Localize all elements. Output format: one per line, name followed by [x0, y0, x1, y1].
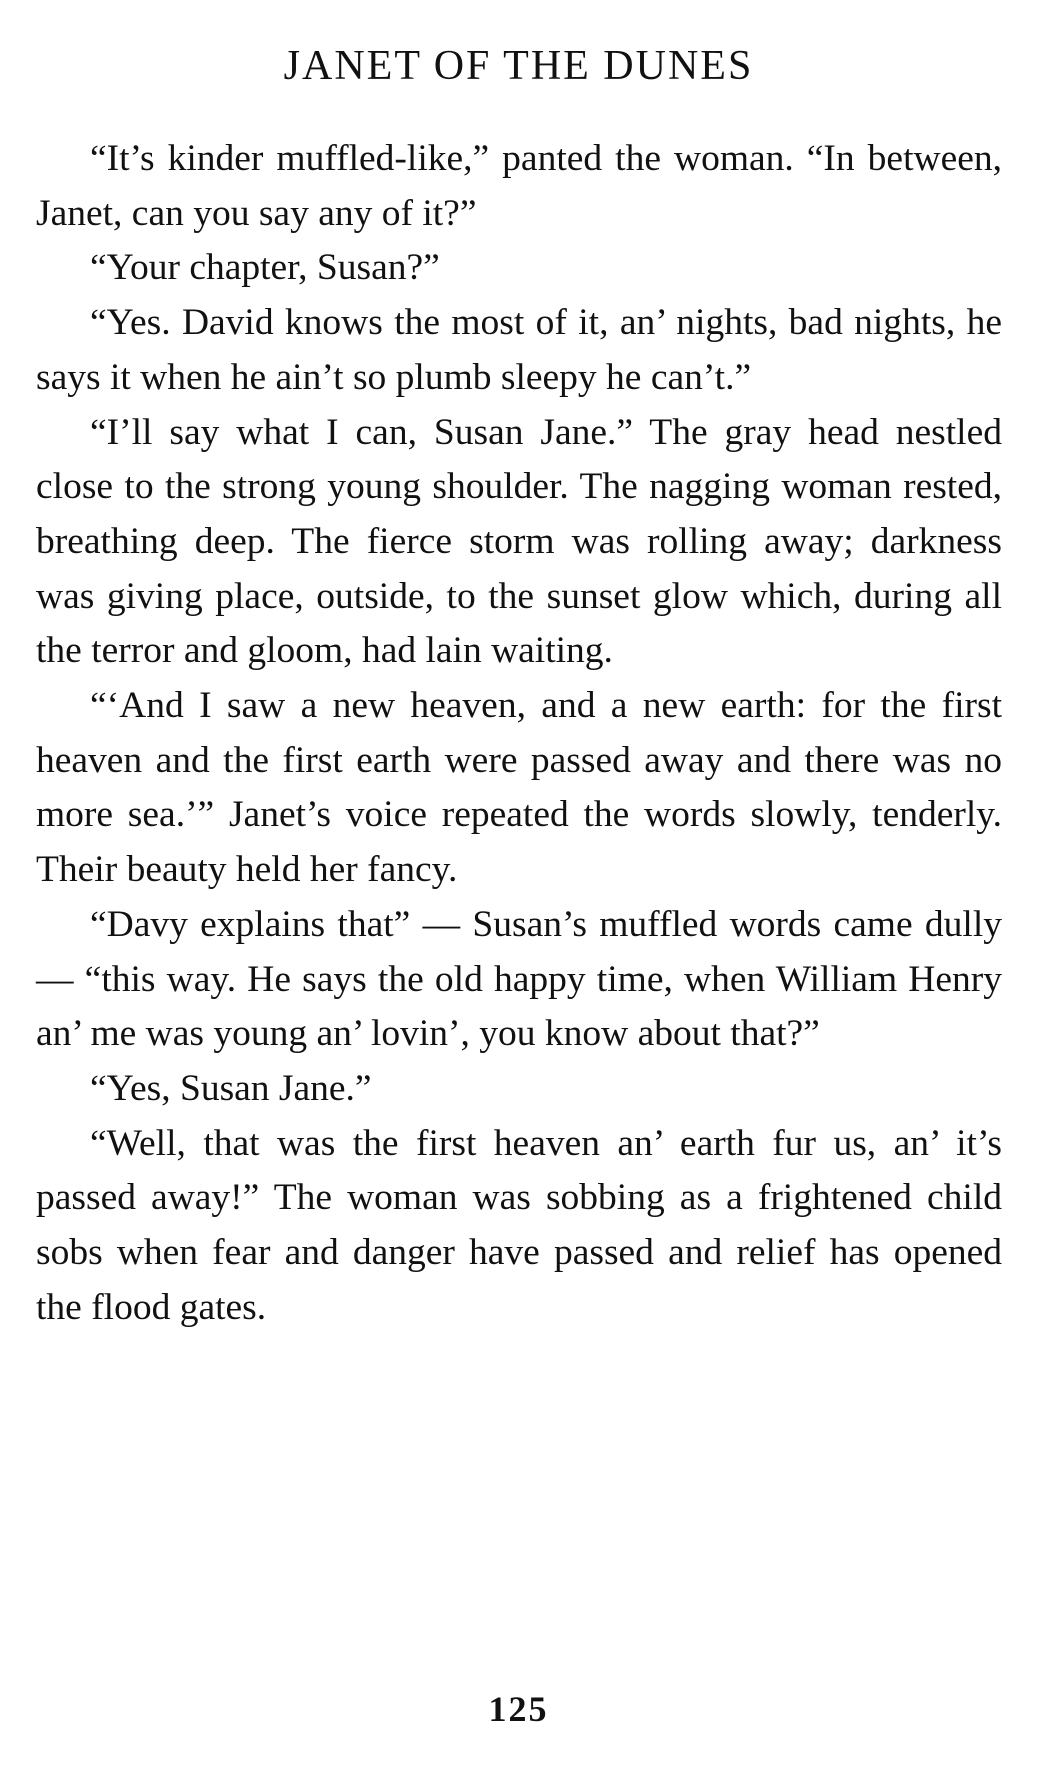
paragraph: “‘And I saw a new heaven, and a new earth: for the first heaven and the first earth were passed away and there was no more sea.’” Janet’s voice repeated the words slowly, tenderly. Their beauty held her fancy. — [36, 685, 1002, 891]
body-text — [36, 132, 1002, 1335]
paragraph: “It’s kinder muffled-like,” panted the woman. “In between, Janet, can you say any of it?” — [36, 138, 1002, 234]
paragraph: “I’ll say what I can, Susan Jane.” The gray head nestled close to the strong young shoulder. The nagging woman rested, breathing deep. The fierce storm was rolling away; darkness was giving place, outside, to the sunset glow which, during all the terror and gloom, had lain waiting. — [36, 411, 1002, 672]
paragraph: “Davy explains that” — Susan’s muffled words came dully — “this way. He says the old happy time, when William Henry an’ me was young an’ lovin’, you know about that?” — [36, 903, 1002, 1055]
paragraph: “Yes. David knows the most of it, an’ nights, bad nights, he says it when he ain’t so plumb sleepy he can’t.” — [36, 302, 1002, 398]
paragraph: “Your chapter, Susan?” — [90, 247, 440, 289]
paragraph: “Yes, Susan Jane.” — [90, 1067, 372, 1109]
page-number: 125 — [488, 1689, 549, 1729]
running-head: JANET OF THE DUNES — [283, 43, 754, 89]
paragraph: “Well, that was the first heaven an’ earth fur us, an’ it’s passed away!” The woman was sobbing as a frightened child sobs when fear and danger have passed and relief has opened the flood gates. — [36, 1122, 1002, 1328]
